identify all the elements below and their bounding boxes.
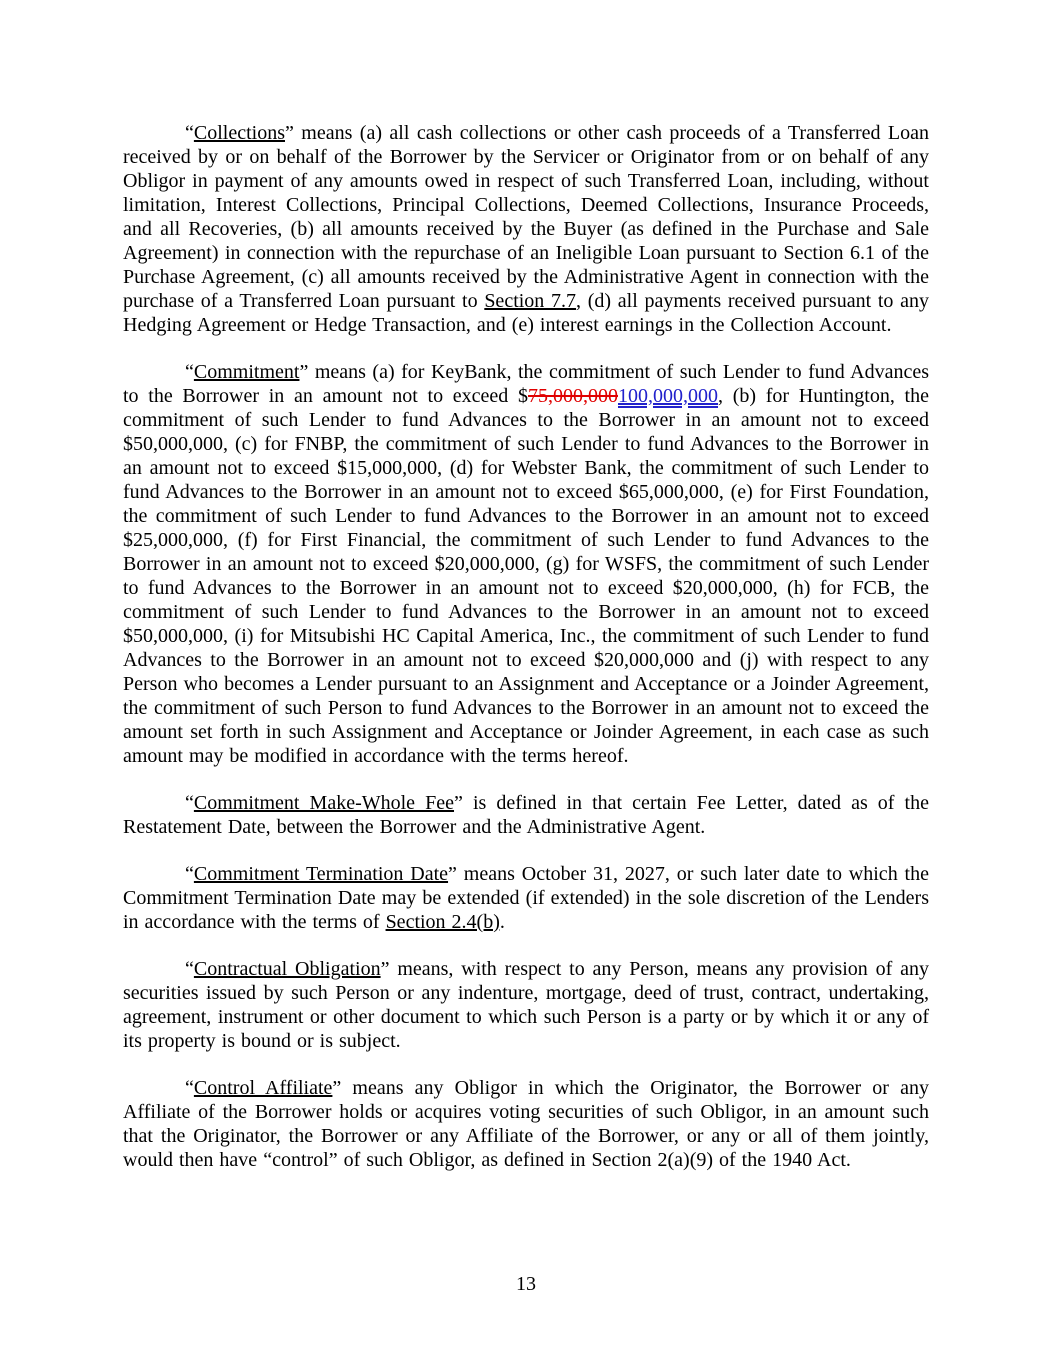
text-run: “ — [185, 958, 194, 980]
text-run: ” means any Obligor in which the Originator, the Borrower or any Affiliate of the Borrower holds or acquires voting securities of such Obligor, in an amount such that the Originator, the Borrower or any Affiliate of the Borrower, or any or all of them jointly, would then have “control” of such Obligor, as defined in Section 2(a)(9) of the 1940 Act. — [123, 1077, 929, 1171]
text-run: “ — [185, 863, 194, 885]
text-run: , (b) for Huntington, the commitment of such Lender to fund Advances to the Borrower in an amount not to exceed $50,000,000, (c) for FNBP, the commitment of such Lender to fund Advances to the Borrower in an amount not to exceed $15,000,000, (d) for Webster Bank, the commitment of such Lender to fund Advances to the Borrower in an amount not to exceed $65,000,000, (e) for First Foundation, the commitment of such Lender to fund Advances to the Borrower in an amount not to exceed $25,000,000, (f) for First Financial, the commitment of such Lender to fund Advances to the Borrower in an amount not to exceed $20,000,000, (g) for WSFS, the commitment of such Lender to fund Advances to the Borrower in an amount not to exceed $20,000,000, (h) for FCB, the commitment of such Lender to fund Advances to the Borrower in an amount not to exceed $50,000,000, (i) for Mitsubishi HC Capital America, Inc., the commitment of such Lender to fund Advances to the Borrower in an amount not to exceed $20,000,000 and (j) with respect to any Person who becomes a Lender pursuant to an Assignment and Acceptance or a Joinder Agreement, the commitment of such Person to fund Advances to the Borrower in an amount not to exceed the amount set forth in such Assignment and Acceptance or Joinder Agreement, in each case as such amount may be modified in accordance with the terms hereof. — [123, 385, 929, 767]
paragraph-commitment-termination-date-definition — [123, 862, 929, 934]
text-run: “ — [185, 361, 194, 383]
text-run: ” means (a) all cash collections or other cash proceeds of a Transferred Loan received by or on behalf of the Borrower by the Servicer or Originator from or on behalf of any Obligor in payment of any amounts owed in respect of such Transferred Loan, including, without limitation, Interest Collections, Principal Collections, Deemed Collections, Insurance Proceeds, and all Recoveries, (b) all amounts received by the Buyer (as defined in the Purchase and Sale Agreement) in connection with the repurchase of an Ineligible Loan pursuant to Section 6.1 of the Purchase Agreement, (c) all amounts received by the Administrative Agent in connection with the purchase of a Transferred Loan pursuant to — [123, 122, 929, 312]
text-run: “ — [185, 792, 194, 814]
text-run: ” is defined in that certain Fee Letter, dated as of the Restatement Date, between the Borrower and the Administrative Agent. — [123, 792, 929, 838]
section-reference-underlined: Section 7.7 — [484, 290, 577, 312]
paragraph-collections-definition — [123, 121, 929, 337]
document-body — [123, 121, 929, 1195]
redline-deleted-text: 75,000,000 — [528, 385, 618, 407]
paragraph-contractual-obligation-definition — [123, 957, 929, 1053]
text-run: “ — [185, 1077, 194, 1099]
redline-inserted-text: 100,000,000 — [618, 385, 718, 407]
text-run: ” means, with respect to any Person, means any provision of any securities issued by such Person or any indenture, mortgage, deed of trust, contract, undertaking, agreement, instrument or other document to which such Person is a party or by which it or any of its property is bound or is subject. — [123, 958, 929, 1052]
defined-term-underlined: Commitment Termination Date — [193, 863, 449, 885]
defined-term-underlined: Commitment Make-Whole Fee — [193, 792, 455, 814]
defined-term-underlined: Control Affiliate — [193, 1077, 333, 1099]
page-number: 13 — [516, 1273, 536, 1295]
defined-term-underlined: Collections — [193, 122, 285, 144]
text-run: . — [499, 911, 505, 933]
text-run: , (d) all payments received pursuant to any Hedging Agreement or Hedge Transaction, and (e) interest earnings in the Collection Account. — [123, 290, 929, 336]
defined-term-underlined: Commitment — [193, 361, 300, 383]
paragraph-commitment-make-whole-fee-definition — [123, 791, 929, 839]
text-run: “ — [185, 122, 194, 144]
defined-term-underlined: Contractual Obligation — [193, 958, 381, 980]
text-run: ” means (a) for KeyBank, the commitment of such Lender to fund Advances to the Borrower in an amount not to exceed $ — [123, 361, 929, 407]
paragraph-control-affiliate-definition — [123, 1076, 929, 1172]
section-reference-underlined: Section 2.4(b) — [385, 911, 500, 933]
paragraph-commitment-definition — [123, 360, 929, 768]
text-run: ” means October 31, 2027, or such later date to which the Commitment Termination Date may be extended (if extended) in the sole discretion of the Lenders in accordance with the terms of — [123, 863, 929, 933]
